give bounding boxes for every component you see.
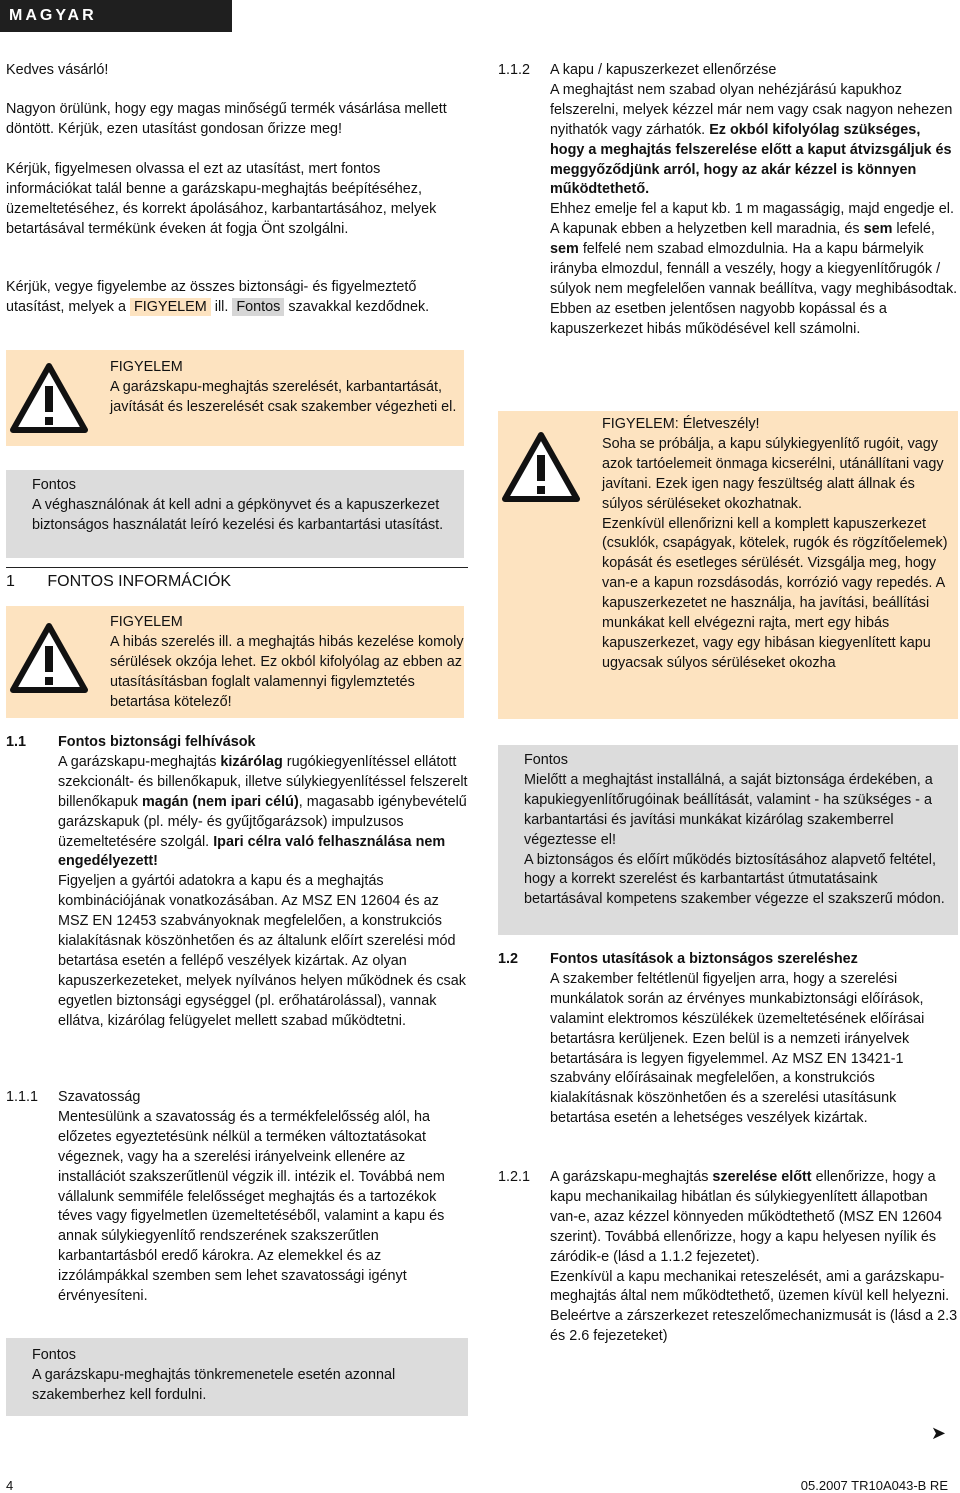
warning-3-text-2: Ezenkívül ellenőrizni kell a komplett kapuszerkezet (csuklók, csapágyak, kötelek, rugók és rögzítőelemek) kopását és esetleges sérülését. Vizsgálja meg, hogy van-e a kapun rozsdásodás, korrózió vagy repedés. A kapuszerkezetet ne használja, ha javítási, beállítási munkákat kell elvégezni rajta, mert egy hibás kapuszerkezet, vagy egy hibásan kiegyenlített kapu ugyacsak súlyos sérüléseket okozha	[602, 515, 948, 671]
intro-paragraph-2: Kérjük, figyelmesen olvassa el ezt az utasítást, mert fontos információkat talál benne a garázskapu-meghajtás beépítéséhez, üzemeltetéséhez, és korrekt ápolásához, karbantartásához, melyek betartásával termékünk éveken át fogja Önt szolgálni.	[6, 161, 437, 237]
warning-triangle-icon	[502, 431, 580, 503]
note-1-text: A véghasználónak át kell adni a gépkönyvet és a kapuszerkezet biztonságos használatát leíró kezelési és karbantartási utasítást.	[32, 496, 444, 533]
warning-2-text: A hibás szerelés ill. a meghajtás hibás kezelése komoly sérülések okzója lehet. Ez okból kifolyólag az ebben az utasításításban foglalt valamennyi figylemztetés betartása kötelező!	[110, 633, 464, 710]
note-3-text: Mielőtt a meghajtást installálná, a saját biztonsága érdekében, a kapukiegyenlítőrugóinak beállítását, valamint - ha szükséges - a karbantartási és javítási munkákat kizárólag szakemberrel végeztesse el!	[524, 771, 933, 848]
warning-box-1	[6, 350, 464, 446]
language-header: MAGYAR	[0, 0, 232, 32]
note-1-title: Fontos	[32, 477, 76, 493]
section-1-2-title: Fontos utasítások a biztonságos szereléshez	[550, 951, 858, 967]
note-3-text-2: A biztonságos és előírt működés biztosításához alapvető feltétel, hogy a korrekt szerelést és karbantartást útmutatásaink betartásával kompetens szakember végezze el szakszerű módon.	[524, 851, 945, 908]
section-1-1-title: Fontos biztonsági felhívások	[58, 734, 256, 750]
note-box-2	[6, 1338, 468, 1416]
warning-box-2	[6, 606, 464, 718]
next-page-arrow-icon: ➤	[930, 1423, 946, 1443]
warning-triangle-icon	[10, 362, 88, 434]
warning-box-3	[498, 411, 958, 719]
figyelem-tag: FIGYELEM	[130, 298, 211, 316]
section-1-heading: 1 FONTOS INFORMÁCIÓK	[6, 573, 232, 590]
warning-3-title: FIGYELEM: Életveszély!	[602, 416, 760, 432]
warning-1-title: FIGYELEM	[110, 359, 183, 375]
warning-1-text: A garázskapu-meghajtás szerelését, karbantartását, javítását és leszerelését csak szakember végezheti el.	[110, 378, 457, 415]
section-1-2: 1.2 Fontos utasítások a biztonságos szereléshez A szakember feltétlenül figyeljen arra, hogy a szerelési munkálatok során az érvényes munkabiztonsági előírások, valamint elektromos készülékek üzemeltetésének előírásai betartásra kerüljenek. Ezen belül is a nemzeti irányelvek betartására is legyen figyelemmel. Az MSZ EN 13421-1 szabvány előírásainak megfelelően, a konstrukciós kialakításnak köszönhetően és a szerelési utasításunk betartása esetén a lehetséges veszélyek kizártak.	[498, 950, 958, 1129]
note-3-title: Fontos	[524, 752, 568, 768]
warning-triangle-icon	[10, 622, 88, 694]
section-1-1-2-title: A kapu / kapuszerkezet ellenőrzése	[550, 62, 777, 78]
page-number: 4	[6, 1478, 14, 1493]
note-box-3	[498, 745, 958, 935]
intro-greeting: Kedves vásárló!	[6, 62, 109, 78]
intro-paragraph-1: Nagyon örülünk, hogy egy magas minőségű termék vásárlása mellett döntött. Kérjük, ezen utasítást gondosan őrizze meg!	[6, 101, 447, 137]
section-1-1-2: 1.1.2 A kapu / kapuszerkezet ellenőrzése A meghajtást nem szabad olyan nehézjárású kapukhoz felszerelni, melyek kézzel már nem vagy csak nagyon nehezen nyithatók vagy zárhatók. Ez okból kifolyólag szükséges, hogy a meghajtás felszerelése előtt a kaput átvizsgáljuk és meggyőződjünk arról, hogy az akár kézzel is könnyen működtethető. Ehhez emelje fel a kaput kb. 1 m magasságig, majd engedje el. A kapunak ebben a helyzetben kell maradnia, és sem lefelé, sem felfelé nem szabad elmozdulnia. Ha a kapu bármelyik irányba elmozdul, fennáll a veszély, hogy a kiegyenlítőrugók / súlyok nem megfelelően vannak beállítva, vagy meghibásodtak. Ebben az esetben jelentősen nagyobb kopással és a kapuszerkezet hibás működésével kell számolni.	[498, 62, 958, 337]
intro-paragraph-3: Kérjük, vegye figyelembe az összes biztonsági- és figyelmeztető utasítást, melyek a FIGYELEM ill. Fontos szavakkal kezdődnek.	[6, 279, 430, 315]
note-box-1	[6, 470, 464, 558]
section-1-2-1: 1.2.1 A garázskapu-meghajtás szerelése előtt ellenőrizze, hogy a kapu mechanikailag hibátlan és súlykiegyenlített állapotban van-e, azaz kézzel könnyeden működtethető (MSZ EN 12604 szerint). Továbbá ellenőrizze, hogy a kapu helyesen nyílik és záródik-e (lásd a 1.1.2 fejezetet). Ezenkívül a kapu mechanikai reteszelését, ami a garázskapu-meghajtás által nem működtethető, üzemen kívül kell helyezni. Beleértve a zárszerkezet reteszelőmechanizmusát is (lásd a 2.3 és 2.6 fejezeteket)	[498, 1169, 958, 1345]
section-1-1: 1.1 Fontos biztonsági felhívások A garázskapu-meghajtás kizárólag rugókiegyenlítéssel ellátott szekcionált- és billenőkapuk, illetve súlykiegyenlítéssel felszerelt billenőkapuk magán (nem ipari célú), magasabb igénybevételű garázskapuk (pl. mély- és gyűjtőgarázsok) impulzusos üzemeltetésére szolgál. Ipari célra való felhasználása nem engedélyezett! Figyeljen a gyártói adatokra a kapu és a meghajtás kombinációjának vonatkozásában. Az MSZ EN 12604 és az MSZ EN 12453 szabványoknak megfelelően, a konstrukciós kialakításnak köszönhetően és az általunk előírt szerelési mód betartása esetén a fellépő veszélyek kizártak. Az olyan kapuszerkezeteket, melyek nyílvános helyen működnek és csak egyetlen biztonsági egységgel (pl. erőhatárolással), vannak ellátva, kizárólag felügyelet mellett szabad működtetni.	[6, 734, 468, 1029]
warning-3-text: Soha se próbálja, a kapu súlykiegyenlítő rugóit, vagy azok tartóelemeit önmaga kicserélni, utánállítani vagy javítani. Ezek igen nagy feszültség alatt állnak és súlyos sérüléseket okozhatnak.	[602, 435, 944, 512]
note-2-title: Fontos	[32, 1347, 76, 1363]
section-1-1-1: 1.1.1 Szavatosság Mentesülünk a szavatosság és a termékfelelősség alól, ha előzetes egyeztetésünk nélkül a terméken változtatásokat végeznek, vagy ha a szerelési irányelveink ellenére az installációt szakszerűtlenül végzik ill. intézik el. Továbbá nem vállalunk semmiféle felelősséget meghajtás és a tartozékok téves vagy figyelmetlen üzemeltetéséből, valamint a kapu és annak súlykiegyenlítő rendszerének szakszerűtlen karbantartásból eredő károkra. Az elemekkel és az izzólámpákkal szemben sem lehet szavatossági igényt érvényesíteni.	[6, 1088, 468, 1307]
warning-2-title: FIGYELEM	[110, 614, 183, 630]
section-1-1-1-title: Szavatosság	[58, 1089, 141, 1105]
fontos-tag: Fontos	[232, 298, 284, 316]
document-code: 05.2007 TR10A043-B RE	[800, 1478, 948, 1493]
note-2-text: A garázskapu-meghajtás tönkremenetele esetén azonnal szakemberhez kell fordulni.	[32, 1366, 396, 1403]
section-divider	[6, 567, 468, 568]
